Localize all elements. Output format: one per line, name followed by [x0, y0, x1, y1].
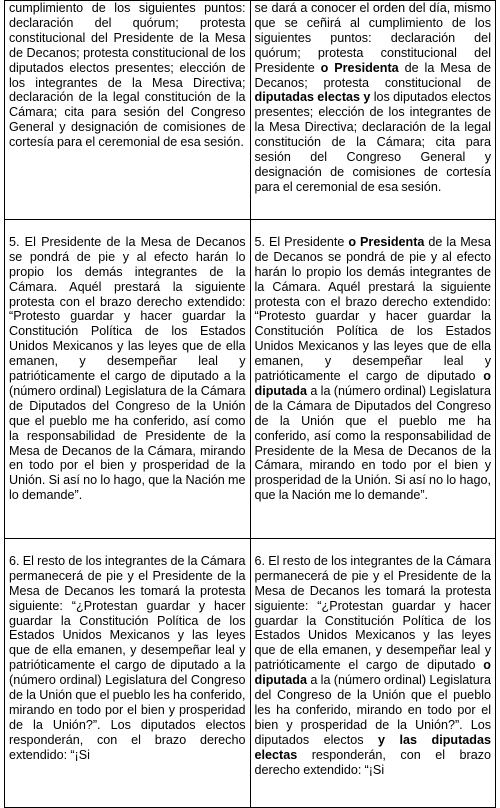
text-run: de la Mesa de Decanos se pondrá de pie y al efecto harán lo propio los demás integrantes de la Cámara. Aquél prestará la siguiente protesta con el brazo derecho extendido: “Protesto guardar y hacer guardar la Constitución Política de los Estados Unidos Mexicanos y las leyes que de ella emanen, y desempeñar leal y patrióticamente el cargo de diputado [254, 234, 491, 384]
paragraph-current-text: cumplimiento de los siguientes puntos: declaración del quórum; protesta constitucional del Presidente de la Mesa de Decanos; protesta constitucional de los diputados electos presentes; elección de los integrantes de la Mesa Directiva; declaración de la legal constitución de la Cámara; cita para sesión del Congreso General y designación de comisiones de cortesía para el ceremonial de esa sesión. [9, 1, 246, 150]
bold-insertion-text: o diputada [254, 658, 491, 688]
bold-insertion-text: y las diputadas electas [254, 732, 491, 762]
paragraph-proposed-text [255, 235, 492, 503]
left-cell [5, 539, 251, 808]
text-run: los diputados electos presentes; elección de los integrantes de la Mesa Directiva; declaración de la legal constitución de la Cámara; cita para sesión del Congreso General y designación de comisiones de cortesía para el ceremonial de esa sesión. [254, 90, 492, 194]
table-row [5, 1, 496, 220]
paragraph-proposed-text [255, 554, 492, 778]
left-cell [5, 1, 251, 220]
paragraph-current-text: 5. El Presidente de la Mesa de Decanos se pondrá de pie y al efecto harán lo propio los demás integrantes de la Cámara. Aquél prestará la siguiente protesta con el brazo derecho extendido: “Protesto guardar y hacer guardar la Constitución Política de los Estados Unidos Mexicanos y las leyes que de ella emanen, y desempeñar leal y patrióticamente el cargo de diputado a la (número ordinal) Legislatura de la Cámara de Diputados del Congreso de la Unión que el pueblo me ha conferido, así como la responsabilidad de Presidente de la Mesa de Decanos de la Cámara, mirando en todo por el bien y prosperidad de la Unión. Si así no lo hago, que la Nación me lo demande”. [9, 234, 246, 503]
text-run: a la (número ordinal) Legislatura de la Cámara de Diputados del Congreso de la Unión que el pueblo me ha conferido, así como la responsabilidad de Presidente de la Mesa de Decanos de la Cámara, mirando en todo por el bien y prosperidad de la Unión. Si así no lo hago, que la Nación me lo demande”. [254, 383, 491, 503]
text-run: 5. El Presidente [254, 234, 349, 249]
text-run: a la (número ordinal) Legislatura del Congreso de la Unión que el pueblo les ha conferido, mirando en todo por el bien y prosperidad de la Unión?”. Los diputados electos [254, 673, 491, 747]
right-cell [250, 1, 496, 220]
text-run: se dará a conocer el orden del día, mismo que se ceñirá al cumplimiento de los siguientes puntos: declaración del quórum; protesta constitucional del Presidente [254, 1, 491, 75]
table-row [5, 220, 496, 539]
comparison-table [4, 0, 496, 808]
bold-insertion-text: o diputada [254, 369, 491, 398]
text-run: 6. El resto de los integrantes de la Cámara permanecerá de pie y el Presidente de la Mesa de Decanos les tomará la protesta siguiente: “¿Protestan guardar y hacer guardar la Constitución Política de los Estados Unidos Mexicanos y las leyes que de ella emanen, y desempeñar leal y patrióticamente el cargo de diputado [254, 553, 491, 673]
bold-insertion-text: o Presidenta [320, 60, 399, 75]
right-cell [250, 539, 496, 808]
paragraph-current-text: 6. El resto de los integrantes de la Cámara permanecerá de pie y el Presidente de la Mesa de Decanos les tomará la protesta siguiente: “¿Protestan guardar y hacer guardar la Constitución Política de los Estados Unidos Mexicanos y las leyes que de ella emanen, y desempeñar leal y patrióticamente el cargo de diputado a la (número ordinal) Legislatura del Congreso de la Unión que el pueblo les ha conferido, mirando en todo por el bien y prosperidad de la Unión?”. Los diputados electos responderán, con el brazo derecho extendido: “¡Si [9, 553, 246, 762]
paragraph-proposed-text [255, 1, 492, 195]
table-row [5, 539, 496, 808]
bold-insertion-text: o Presidenta [348, 234, 425, 249]
left-cell [5, 220, 251, 539]
text-run: responderán, con el brazo derecho extendido: “¡Si [254, 747, 491, 777]
bold-insertion-text: diputadas electas y [254, 90, 371, 105]
text-run: de la Mesa de Decanos; protesta constitucional de [254, 60, 491, 90]
right-cell [250, 220, 496, 539]
